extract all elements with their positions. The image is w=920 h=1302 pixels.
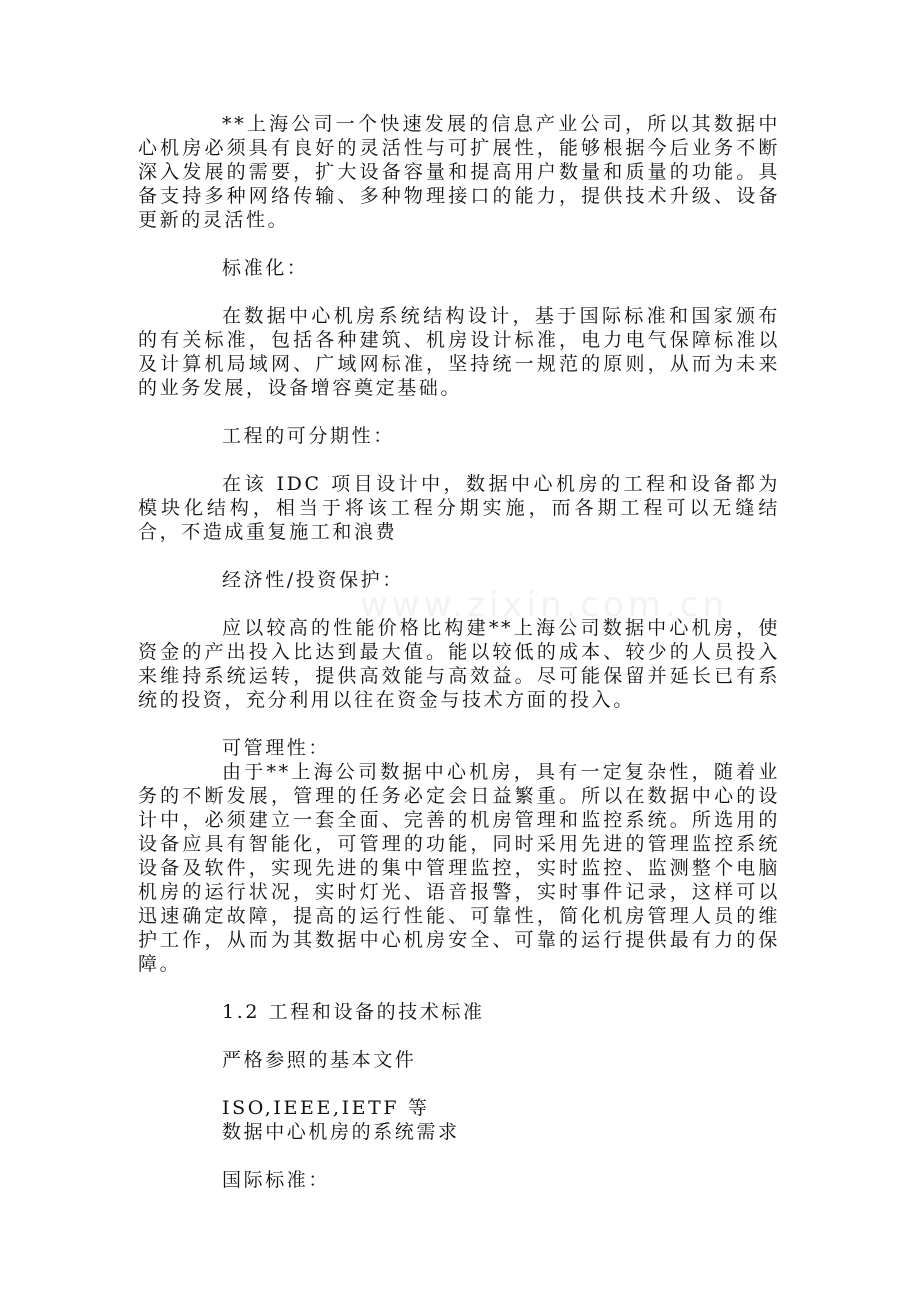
watermark: www.zixin.com.cn [360,585,728,625]
paragraph-economy: 应以较高的性能价格比构建**上海公司数据中心机房，使资金的产出投入比达到最大值。能以较低的成本、较少的人员投入来维持系统运转，提供高效能与高效益。尽可能保留并延长已有系统的投资，充分利用以往在资金与技术方面的投入。 [138,617,780,711]
heading-phased-construction: 工程的可分期性： [222,425,395,447]
heading-manageability: 可管理性： [222,737,331,759]
line-international-standards: 国际标准： [222,1169,331,1191]
heading-standardization: 标准化： [222,257,309,279]
paragraph-intro: **上海公司一个快速发展的信息产业公司，所以其数据中心机房必须具有良好的灵活性与可扩展性，能够根据今后业务不断深入发展的需要，扩大设备容量和提高用户数量和质量的功能。具备支持多种网络传输、多种物理接口的能力，提供技术升级、设备更新的灵活性。 [138,113,780,231]
line-basic-documents: 严格参照的基本文件 [222,1049,417,1071]
document-body [138,112,780,1192]
paragraph-standardization: 在数据中心机房系统结构设计，基于国际标准和国家颁布的有关标准，包括各种建筑、机房设计标准，电力电气保障标准以及计算机局域网、广域网标准，坚持统一规范的原则，从而为未来的业务发展，设备增容奠定基础。 [138,305,780,399]
section-heading-technical-standards: 1.2 工程和设备的技术标准 [222,1001,485,1023]
line-iso-ieee-ietf: ISO,IEEE,IETF 等 [222,1097,430,1119]
line-system-requirements: 数据中心机房的系统需求 [222,1121,460,1143]
heading-economy: 经济性/投资保护： [222,569,404,591]
paragraph-manageability: 由于**上海公司数据中心机房，具有一定复杂性，随着业务的不断发展，管理的任务必定会日益繁重。所以在数据中心的设计中，必须建立一套全面、完善的机房管理和监控系统。所选用的设备应具有智能化，可管理的功能，同时采用先进的管理监控系统设备及软件，实现先进的集中管理监控，实时监控、监测整个电脑机房的运行状况，实时灯光、语音报警，实时事件记录，这样可以迅速确定故障，提高的运行性能、可靠性，简化机房管理人员的维护工作，从而为其数据中心机房安全、可靠的运行提供最有力的保障。 [138,761,780,975]
paragraph-phased-construction: 在该 IDC 项目设计中，数据中心机房的工程和设备都为模块化结构，相当于将该工程分期实施，而各期工程可以无缝结合，不造成重复施工和浪费 [138,473,780,543]
